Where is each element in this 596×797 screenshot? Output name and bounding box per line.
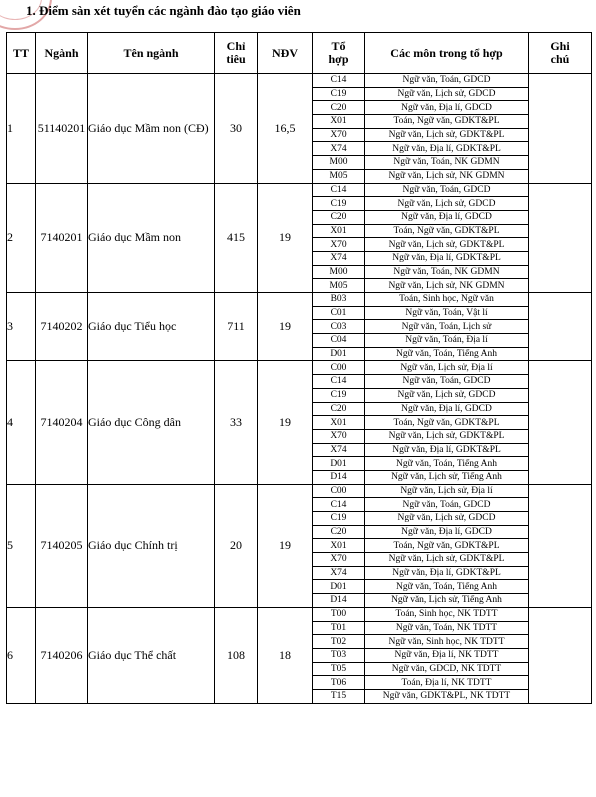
combo-code: C14 <box>313 375 365 389</box>
combo-code: C20 <box>313 402 365 416</box>
table-row <box>7 361 592 375</box>
threshold-score: 19 <box>258 361 313 484</box>
combo-code: X01 <box>313 416 365 430</box>
combo-code: X70 <box>313 238 365 252</box>
combo-code: C19 <box>313 87 365 101</box>
major-name: Giáo dục Mầm non (CĐ) <box>88 74 215 184</box>
combo-subjects: Ngữ văn, Địa lí, GDCD <box>365 525 529 539</box>
row-number: 6 <box>7 607 36 703</box>
quota: 30 <box>215 74 258 184</box>
combo-subjects: Toán, Ngữ văn, GDKT&PL <box>365 115 529 129</box>
combo-code: T15 <box>313 689 365 703</box>
combo-subjects: Toán, Ngữ văn, GDKT&PL <box>365 416 529 430</box>
combo-code: C19 <box>313 197 365 211</box>
quota: 415 <box>215 183 258 293</box>
combo-subjects: Ngữ văn, Toán, NK TDTT <box>365 621 529 635</box>
combo-code: C14 <box>313 498 365 512</box>
header-ten-nganh: Tên ngành <box>88 33 215 74</box>
combo-subjects: Ngữ văn, Toán, Địa lí <box>365 334 529 348</box>
row-number: 4 <box>7 361 36 484</box>
combo-code: C14 <box>313 183 365 197</box>
combo-code: C01 <box>313 306 365 320</box>
combo-subjects: Ngữ văn, Địa lí, GDCD <box>365 101 529 115</box>
combo-subjects: Ngữ văn, Địa lí, GDKT&PL <box>365 566 529 580</box>
combo-subjects: Ngữ văn, Địa lí, GDCD <box>365 210 529 224</box>
combo-subjects: Toán, Địa lí, NK TDTT <box>365 676 529 690</box>
major-name: Giáo dục Công dân <box>88 361 215 484</box>
combo-code: M00 <box>313 156 365 170</box>
combo-subjects: Ngữ văn, Lịch sử, GDKT&PL <box>365 429 529 443</box>
combo-code: B03 <box>313 293 365 307</box>
combo-subjects: Ngữ văn, GDCD, NK TDTT <box>365 662 529 676</box>
major-code: 51140201 <box>36 74 88 184</box>
note-cell <box>529 183 592 293</box>
combo-subjects: Ngữ văn, Địa lí, GDKT&PL <box>365 443 529 457</box>
major-name: Giáo dục Thể chất <box>88 607 215 703</box>
quota: 711 <box>215 293 258 361</box>
combo-subjects: Ngữ văn, Lịch sử, GDCD <box>365 512 529 526</box>
combo-code: X70 <box>313 553 365 567</box>
row-number: 2 <box>7 183 36 293</box>
combo-code: C20 <box>313 210 365 224</box>
threshold-score: 19 <box>258 293 313 361</box>
major-code: 7140201 <box>36 183 88 293</box>
combo-code: X01 <box>313 224 365 238</box>
threshold-score: 16,5 <box>258 74 313 184</box>
note-cell <box>529 607 592 703</box>
table-row <box>7 183 592 197</box>
combo-subjects: Ngữ văn, Lịch sử, GDCD <box>365 87 529 101</box>
threshold-score: 19 <box>258 183 313 293</box>
combo-subjects: Ngữ văn, Toán, GDCD <box>365 183 529 197</box>
combo-code: C20 <box>313 525 365 539</box>
combo-subjects: Ngữ văn, Địa lí, GDKT&PL <box>365 251 529 265</box>
combo-code: T06 <box>313 676 365 690</box>
row-number: 5 <box>7 484 36 607</box>
major-code: 7140202 <box>36 293 88 361</box>
combo-code: X74 <box>313 142 365 156</box>
combo-subjects: Ngữ văn, Lịch sử, Địa lí <box>365 484 529 498</box>
combo-code: C00 <box>313 361 365 375</box>
row-number: 1 <box>7 74 36 184</box>
combo-code: T03 <box>313 648 365 662</box>
combo-code: D14 <box>313 594 365 608</box>
major-code: 7140206 <box>36 607 88 703</box>
combo-code: X74 <box>313 251 365 265</box>
combo-code: T00 <box>313 607 365 621</box>
combo-code: X01 <box>313 539 365 553</box>
combo-subjects: Ngữ văn, Lịch sử, NK GDMN <box>365 279 529 293</box>
note-cell <box>529 74 592 184</box>
combo-code: T05 <box>313 662 365 676</box>
combo-subjects: Ngữ văn, Toán, GDCD <box>365 74 529 88</box>
header-chi-tieu: Chỉ tiêu <box>215 33 258 74</box>
combo-subjects: Ngữ văn, Lịch sử, GDCD <box>365 388 529 402</box>
combo-code: C19 <box>313 512 365 526</box>
row-number: 3 <box>7 293 36 361</box>
combo-code: C04 <box>313 334 365 348</box>
threshold-score: 18 <box>258 607 313 703</box>
major-code: 7140204 <box>36 361 88 484</box>
major-name: Giáo dục Tiểu học <box>88 293 215 361</box>
combo-code: X74 <box>313 566 365 580</box>
combo-code: C14 <box>313 74 365 88</box>
combo-subjects: Ngữ văn, Lịch sử, GDKT&PL <box>365 238 529 252</box>
combo-subjects: Ngữ văn, Lịch sử, Địa lí <box>365 361 529 375</box>
combo-code: X70 <box>313 429 365 443</box>
combo-subjects: Toán, Ngữ văn, GDKT&PL <box>365 224 529 238</box>
major-code: 7140205 <box>36 484 88 607</box>
combo-subjects: Ngữ văn, Toán, NK GDMN <box>365 156 529 170</box>
combo-subjects: Ngữ văn, Lịch sử, Tiếng Anh <box>365 594 529 608</box>
table-row <box>7 293 592 307</box>
combo-subjects: Ngữ văn, Lịch sử, GDKT&PL <box>365 128 529 142</box>
note-cell <box>529 484 592 607</box>
combo-subjects: Ngữ văn, Địa lí, NK TDTT <box>365 648 529 662</box>
header-nganh: Ngành <box>36 33 88 74</box>
combo-subjects: Toán, Sinh học, Ngữ văn <box>365 293 529 307</box>
header-ndv: NĐV <box>258 33 313 74</box>
combo-subjects: Ngữ văn, Lịch sử, Tiếng Anh <box>365 470 529 484</box>
note-cell <box>529 293 592 361</box>
combo-subjects: Ngữ văn, Sinh học, NK TDTT <box>365 635 529 649</box>
combo-subjects: Ngữ văn, Toán, Tiếng Anh <box>365 347 529 361</box>
combo-subjects: Ngữ văn, Toán, Vật lí <box>365 306 529 320</box>
combo-code: C03 <box>313 320 365 334</box>
major-name: Giáo dục Chính trị <box>88 484 215 607</box>
combo-subjects: Toán, Sinh học, NK TDTT <box>365 607 529 621</box>
combo-code: M00 <box>313 265 365 279</box>
combo-code: X01 <box>313 115 365 129</box>
combo-subjects: Ngữ văn, Địa lí, GDCD <box>365 402 529 416</box>
combo-code: X74 <box>313 443 365 457</box>
major-name: Giáo dục Mầm non <box>88 183 215 293</box>
combo-subjects: Ngữ văn, Địa lí, GDKT&PL <box>365 142 529 156</box>
combo-subjects: Ngữ văn, Toán, Tiếng Anh <box>365 457 529 471</box>
combo-code: M05 <box>313 279 365 293</box>
combo-code: T02 <box>313 635 365 649</box>
combo-code: D01 <box>313 580 365 594</box>
combo-code: X70 <box>313 128 365 142</box>
admission-score-table <box>6 32 592 704</box>
table-row <box>7 74 592 88</box>
section-heading: 1. Điểm sàn xét tuyển các ngành đào tạo giáo viên <box>26 3 301 18</box>
combo-subjects: Ngữ văn, Toán, Tiếng Anh <box>365 580 529 594</box>
quota: 108 <box>215 607 258 703</box>
combo-code: D14 <box>313 470 365 484</box>
combo-subjects: Ngữ văn, Lịch sử, GDKT&PL <box>365 553 529 567</box>
combo-subjects: Ngữ văn, Toán, Lịch sử <box>365 320 529 334</box>
combo-code: C20 <box>313 101 365 115</box>
combo-subjects: Ngữ văn, GDKT&PL, NK TDTT <box>365 689 529 703</box>
table-body <box>7 74 592 704</box>
quota: 33 <box>215 361 258 484</box>
combo-code: M05 <box>313 169 365 183</box>
header-cac-mon: Các môn trong tổ hợp <box>365 33 529 74</box>
combo-subjects: Ngữ văn, Toán, NK GDMN <box>365 265 529 279</box>
combo-code: T01 <box>313 621 365 635</box>
combo-subjects: Ngữ văn, Lịch sử, GDCD <box>365 197 529 211</box>
quota: 20 <box>215 484 258 607</box>
combo-subjects: Toán, Ngữ văn, GDKT&PL <box>365 539 529 553</box>
header-to-hop: Tổ hợp <box>313 33 365 74</box>
table-row <box>7 607 592 621</box>
combo-code: D01 <box>313 347 365 361</box>
combo-code: C19 <box>313 388 365 402</box>
table-header-row <box>7 33 592 74</box>
header-ghi-chu: Ghi chú <box>529 33 592 74</box>
note-cell <box>529 361 592 484</box>
threshold-score: 19 <box>258 484 313 607</box>
combo-code: C00 <box>313 484 365 498</box>
combo-subjects: Ngữ văn, Lịch sử, NK GDMN <box>365 169 529 183</box>
table-row <box>7 484 592 498</box>
combo-subjects: Ngữ văn, Toán, GDCD <box>365 375 529 389</box>
header-tt: TT <box>7 33 36 74</box>
combo-subjects: Ngữ văn, Toán, GDCD <box>365 498 529 512</box>
combo-code: D01 <box>313 457 365 471</box>
